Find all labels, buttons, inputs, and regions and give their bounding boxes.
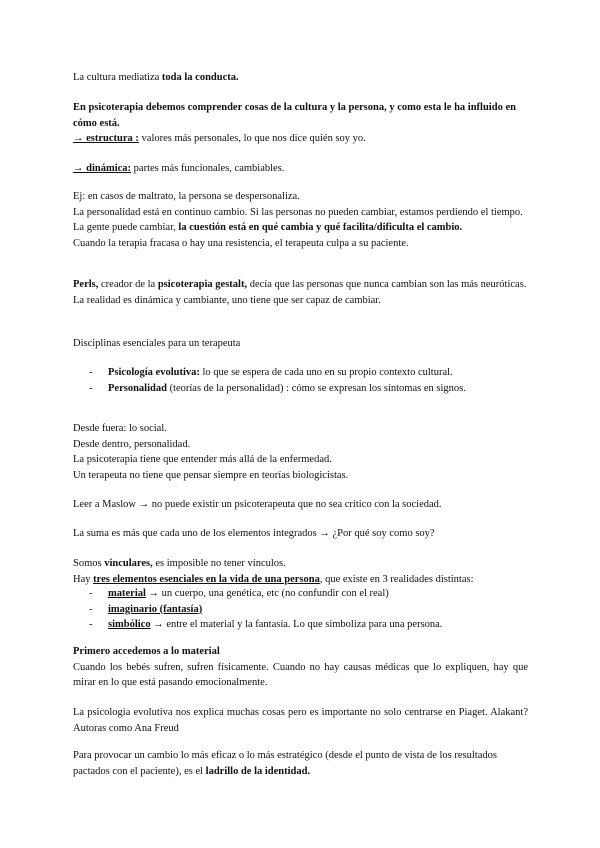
paragraph-outside-inside: Desde fuera: lo social. Desde dentro, personalidad. La psicoterapia tiene que entender más allá de la enfermedad. Un terapeuta no tiene que pensar siempre en teorías biologicistas. — [73, 423, 349, 481]
paragraph-structure: → estructura : valores más personales, lo que nos dice quién soy yo. — [73, 133, 366, 144]
paragraph-maslow: Leer a Maslow → no puede existir un psicoterapeuta que no sea crítico con la sociedad. — [73, 499, 442, 510]
paragraph-dynamic: → dinámica: partes más funcionales, cambiables. — [73, 163, 285, 174]
paragraph-material: Primero accedemos a lo material Cuando los bebés sufren, sufren físicamente. Cuando no hay causas médicas que lo expliquen, hay que mirar en lo que está pasando emocionalmente. — [73, 646, 528, 688]
list-item: - material → un cuerpo, una genética, etc (no confundir con el real) — [89, 588, 389, 599]
realities-list — [89, 586, 529, 633]
paragraph-change: Ej: en casos de maltrato, la persona se despersonaliza. La personalidad está en continuo cambio. Si las personas no pueden cambiar, estamos perdiendo el tiempo. La gente puede cambiar, la cuestión está en qué cambia y qué facilita/dificulta el cambio. Cuando la terapia fracasa o hay una resistencia, el terapeuta culpa a su paciente. — [73, 191, 523, 249]
paragraph-psychotherapy-heading: En psicoterapia debemos comprender cosas de la cultura y la persona, y como esta le ha influido en cómo está. — [73, 102, 516, 129]
list-item: - simbólico → entre el material y la fantasía. Lo que simboliza para una persona. — [89, 619, 443, 630]
paragraph-piaget: La psicología evolutiva nos explica muchas cosas pero es importante no solo centrarse en Piaget. Alakant? Autoras como Ana Freud — [73, 707, 528, 734]
disciplines-list — [89, 365, 529, 396]
paragraph-disciplines: Disciplinas esenciales para un terapeuta — [73, 338, 241, 349]
paragraph-identity: Para provocar un cambio lo más eficaz o lo más estratégico (desde el punto de vista de los resultados pactados con el paciente), es el ladrillo de la identidad. — [73, 750, 497, 777]
list-item: - Psicología evolutiva: lo que se espera de cada uno en su propio contexto cultural. — [89, 367, 453, 378]
paragraph-perls: Perls, creador de la psicoterapia gestalt, decía que las personas que nunca cambian son las más neuróticas. La realidad es dinámica y cambiante, uno tiene que ser capaz de cambiar. — [73, 279, 527, 306]
paragraph-vinculares: Somos vinculares, es imposible no tener vínculos. Hay tres elementos esenciales en la vida de una persona, que existe en 3 realidades distintas: — [73, 558, 474, 585]
list-item: - Personalidad (teorías de la personalidad) : cómo se expresan los síntomas en signos. — [89, 382, 466, 394]
paragraph-culture: La cultura mediatiza toda la conducta. — [73, 72, 239, 83]
paragraph-sum: La suma es más que cada uno de los elementos integrados → ¿Por qué soy como soy? — [73, 528, 435, 539]
list-item: - imaginario (fantasía) — [89, 603, 203, 615]
